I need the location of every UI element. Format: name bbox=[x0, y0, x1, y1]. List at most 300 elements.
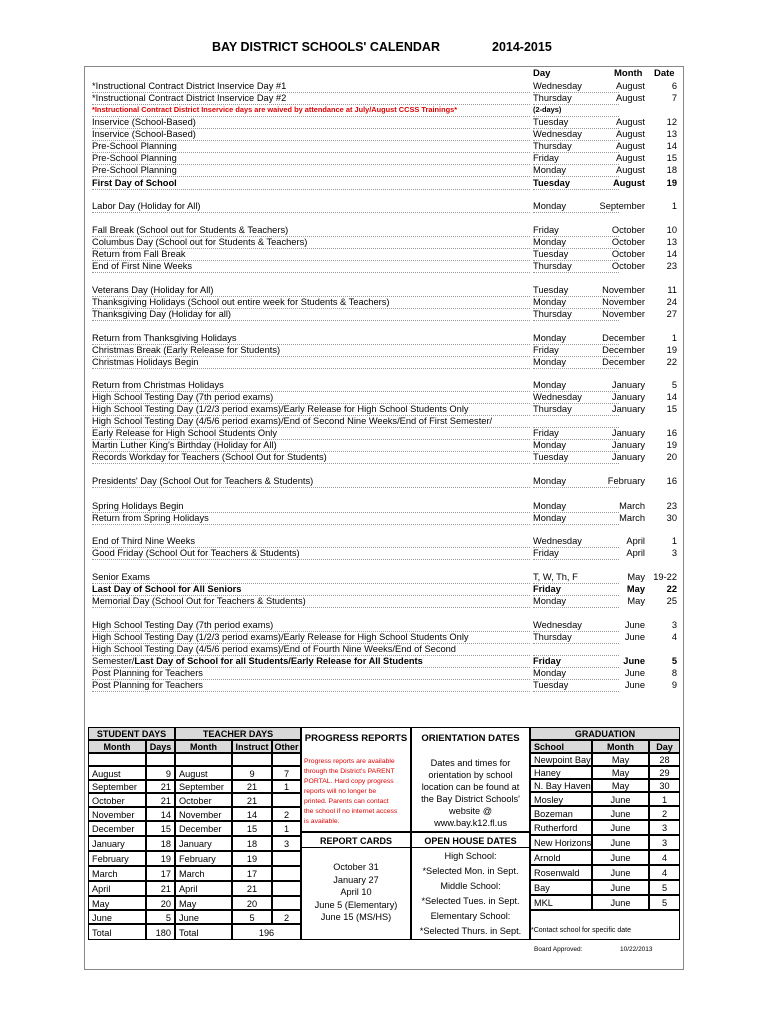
student-days-month: December bbox=[88, 821, 146, 836]
event-month: November bbox=[602, 297, 645, 307]
event-date: 18 bbox=[666, 165, 677, 175]
event-day: Friday bbox=[533, 152, 619, 165]
student-days-month: January bbox=[88, 836, 146, 851]
graduation-school: MKL bbox=[530, 895, 592, 910]
event-text: Return from Christmas Holidays bbox=[92, 379, 530, 392]
event-text: First Day of School bbox=[92, 177, 530, 190]
event-month: June bbox=[624, 668, 645, 678]
event-text: Senior Exams bbox=[92, 571, 530, 584]
event-month: August bbox=[612, 178, 645, 188]
event-text: High School Testing Day (1/2/3 period exams)/Early Release for High School Students Only bbox=[92, 403, 530, 416]
open-house-title: OPEN HOUSE DATES bbox=[411, 834, 530, 848]
event-month: December bbox=[602, 345, 645, 355]
student-days-count: 19 bbox=[146, 851, 175, 866]
graduation-day: 4 bbox=[649, 865, 680, 880]
progress-reports-note bbox=[304, 757, 410, 827]
event-date: 22 bbox=[666, 584, 677, 594]
teacher-days-instruct-header: Instruct bbox=[232, 740, 272, 753]
teacher-days-other: 3 bbox=[272, 836, 301, 851]
event-day: Thursday bbox=[533, 308, 619, 321]
event-date: 1 bbox=[671, 536, 677, 546]
teacher-days-other bbox=[272, 866, 301, 881]
teacher-days-other: 1 bbox=[272, 821, 301, 836]
graduation-day: 3 bbox=[649, 820, 680, 835]
event-day: Thursday bbox=[533, 260, 619, 273]
student-days-days-header: Days bbox=[146, 740, 175, 753]
event-month: May bbox=[627, 572, 645, 582]
event-month: October bbox=[611, 225, 645, 235]
event-date: 10 bbox=[666, 225, 677, 235]
teacher-days-instruct: 21 bbox=[232, 881, 272, 896]
teacher-days-spacer bbox=[232, 753, 272, 766]
teacher-days-month: April bbox=[175, 881, 232, 896]
student-days-spacer bbox=[146, 753, 175, 766]
graduation-school: Newpoint Bay bbox=[530, 753, 592, 766]
open-house-line: High School: bbox=[444, 851, 497, 861]
graduation-school: New Horizons bbox=[530, 835, 592, 850]
event-day: Tuesday bbox=[533, 451, 619, 464]
event-text: Good Friday (School Out for Teachers & Students) bbox=[92, 547, 530, 560]
student-days-month: October bbox=[88, 793, 146, 807]
teacher-days-month-header: Month bbox=[175, 740, 232, 753]
event-day: Thursday bbox=[533, 140, 619, 153]
event-day: Monday bbox=[533, 332, 619, 345]
student-days-count: 5 bbox=[146, 910, 175, 924]
event-day: Monday bbox=[533, 200, 619, 213]
event-day: Monday bbox=[533, 500, 619, 513]
event-text: Pre-School Planning bbox=[92, 164, 530, 177]
orientation-line: www.bay.k12.fl.us bbox=[434, 818, 507, 828]
event-text: Pre-School Planning bbox=[92, 152, 530, 165]
teacher-days-instruct: 21 bbox=[232, 780, 272, 793]
event-day: Monday bbox=[533, 667, 619, 680]
graduation-month: June bbox=[592, 895, 649, 910]
teacher-days-month: January bbox=[175, 836, 232, 851]
teacher-days-instruct: 19 bbox=[232, 851, 272, 866]
graduation-day: 29 bbox=[649, 766, 680, 779]
event-month: April bbox=[626, 548, 645, 558]
event-date: 22 bbox=[666, 357, 677, 367]
event-date: 8 bbox=[671, 668, 677, 678]
event-text: Fall Break (School out for Students & Teachers) bbox=[92, 224, 530, 237]
event-date: 15 bbox=[666, 153, 677, 163]
teacher-days-other: 7 bbox=[272, 766, 301, 780]
event-day: Monday bbox=[533, 439, 619, 452]
event-text: Presidents' Day (School Out for Teachers & Students) bbox=[92, 475, 530, 488]
event-day: Friday bbox=[533, 224, 619, 237]
graduation-month: June bbox=[592, 850, 649, 865]
teacher-days-other bbox=[272, 896, 301, 910]
student-days-month: May bbox=[88, 896, 146, 910]
event-month: March bbox=[619, 501, 645, 511]
teacher-days-total-label: Total bbox=[175, 924, 232, 940]
teacher-days-instruct: 15 bbox=[232, 821, 272, 836]
graduation-school: Bozeman bbox=[530, 806, 592, 820]
event-month: June bbox=[624, 632, 645, 642]
event-date: 30 bbox=[666, 513, 677, 523]
event-day: Friday bbox=[533, 427, 619, 440]
event-text: Thanksgiving Holidays (School out entire week for Students & Teachers) bbox=[92, 296, 530, 309]
teacher-days-other: 2 bbox=[272, 910, 301, 924]
event-day: Monday bbox=[533, 236, 619, 249]
event-day: Monday bbox=[533, 296, 619, 309]
event-month: August bbox=[616, 81, 645, 91]
student-days-spacer bbox=[88, 753, 146, 766]
event-date: 23 bbox=[666, 501, 677, 511]
graduation-day: 28 bbox=[649, 753, 680, 766]
event-text: Christmas Break (Early Release for Students) bbox=[92, 344, 530, 357]
graduation-day: 4 bbox=[649, 850, 680, 865]
student-days-count: 20 bbox=[146, 896, 175, 910]
event-day: Tuesday bbox=[533, 284, 619, 297]
event-month: October bbox=[611, 261, 645, 271]
teacher-days-total: 196 bbox=[232, 924, 301, 940]
event-text: Last Day of School for All Seniors bbox=[92, 583, 530, 596]
event-text: Thanksgiving Day (Holiday for all) bbox=[92, 308, 530, 321]
event-month: December bbox=[602, 333, 645, 343]
event-day: Tuesday bbox=[533, 248, 619, 261]
open-house-line: *Selected Mon. in Sept. bbox=[422, 866, 519, 876]
teacher-days-month: August bbox=[175, 766, 232, 780]
student-days-month-header: Month bbox=[88, 740, 146, 753]
event-date: 16 bbox=[666, 428, 677, 438]
graduation-day: 5 bbox=[649, 895, 680, 910]
event-text: Return from Thanksgiving Holidays bbox=[92, 332, 530, 345]
event-text: Inservice (School-Based) bbox=[92, 116, 530, 129]
event-text: High School Testing Day (7th period exams) bbox=[92, 391, 530, 404]
student-days-count: 18 bbox=[146, 836, 175, 851]
teacher-days-other bbox=[272, 881, 301, 896]
student-days-count: 15 bbox=[146, 821, 175, 836]
graduation-day-header: Day bbox=[649, 740, 680, 753]
event-date: 5 bbox=[671, 380, 677, 390]
event-text-bold: Last Day of School for all Students/Early Release for All Students bbox=[134, 656, 423, 666]
event-text: End of First Nine Weeks bbox=[92, 260, 530, 273]
teacher-days-other: 1 bbox=[272, 780, 301, 793]
graduation-school: Haney bbox=[530, 766, 592, 779]
report-card-date: June 5 (Elementary) bbox=[314, 899, 398, 910]
event-text: High School Testing Day (1/2/3 period exams)/Early Release for High School Students Only bbox=[92, 631, 530, 644]
graduation-school: Rutherford bbox=[530, 820, 592, 835]
event-day: Wednesday bbox=[533, 128, 619, 141]
progress-reports-line: Progress reports are available bbox=[304, 758, 395, 765]
event-month: January bbox=[611, 440, 645, 450]
graduation-month: May bbox=[592, 766, 649, 779]
teacher-days-instruct: 18 bbox=[232, 836, 272, 851]
graduation-school: Arnold bbox=[530, 850, 592, 865]
student-days-month: June bbox=[88, 910, 146, 924]
event-text: Return from Fall Break bbox=[92, 248, 530, 261]
teacher-days-instruct: 20 bbox=[232, 896, 272, 910]
teacher-days-month: December bbox=[175, 821, 232, 836]
event-text: Inservice (School-Based) bbox=[92, 128, 530, 141]
event-month: January bbox=[611, 452, 645, 462]
event-text: Martin Luther King's Birthday (Holiday for All) bbox=[92, 439, 530, 452]
event-date: 27 bbox=[666, 309, 677, 319]
event-day: Tuesday bbox=[533, 679, 619, 692]
progress-reports-line: PORTAL. Hard copy progress bbox=[304, 778, 394, 785]
report-card-date: January 27 bbox=[333, 874, 379, 885]
graduation-title: GRADUATION bbox=[530, 727, 680, 740]
graduation-month: June bbox=[592, 865, 649, 880]
event-text: Early Release for High School Students Only bbox=[92, 427, 530, 440]
student-days-month: September bbox=[88, 780, 146, 793]
event-month: June bbox=[624, 680, 645, 690]
teacher-days-other bbox=[272, 793, 301, 807]
event-date: 7 bbox=[671, 93, 677, 103]
event-text: Return from Spring Holidays bbox=[92, 512, 530, 525]
event-day: Wednesday bbox=[533, 391, 619, 404]
event-day: Monday bbox=[533, 512, 619, 525]
graduation-month: June bbox=[592, 880, 649, 895]
teacher-days-instruct: 9 bbox=[232, 766, 272, 780]
graduation-school: N. Bay Haven bbox=[530, 779, 592, 792]
student-days-total: 180 bbox=[146, 924, 175, 940]
event-text: High School Testing Day (4/5/6 period exams)/End of Second Nine Weeks/End of First Semester/ bbox=[92, 415, 530, 428]
event-text: Columbus Day (School out for Students & Teachers) bbox=[92, 236, 530, 249]
event-date: 23 bbox=[666, 261, 677, 271]
event-month: August bbox=[616, 141, 645, 151]
event-day: Monday bbox=[533, 379, 619, 392]
event-date: 19 bbox=[666, 345, 677, 355]
event-month: August bbox=[616, 117, 645, 127]
event-text: Memorial Day (School Out for Teachers & Students) bbox=[92, 595, 530, 608]
event-month: November bbox=[602, 309, 645, 319]
header-month: Month bbox=[614, 68, 643, 79]
event-text: *Instructional Contract District Inservice days are waived by attendance at July/August CCSS Trainings* bbox=[92, 104, 530, 117]
student-days-month: November bbox=[88, 807, 146, 821]
event-text: Veterans Day (Holiday for All) bbox=[92, 284, 530, 297]
event-day: Tuesday bbox=[533, 177, 619, 190]
open-house-line: Elementary School: bbox=[430, 911, 511, 921]
student-days-month: August bbox=[88, 766, 146, 780]
progress-reports-line: printed. Parents can contact bbox=[304, 798, 389, 805]
event-month: June bbox=[624, 620, 645, 630]
student-days-count: 21 bbox=[146, 780, 175, 793]
event-day: Monday bbox=[533, 164, 619, 177]
event-text-part: Semester/ bbox=[92, 656, 135, 666]
report-card-date: October 31 bbox=[333, 862, 379, 872]
event-month: January bbox=[611, 428, 645, 438]
student-days-month: April bbox=[88, 881, 146, 896]
event-date: 4 bbox=[671, 632, 677, 642]
graduation-month: June bbox=[592, 792, 649, 806]
board-approved-date: 10/22/2013 bbox=[620, 946, 653, 953]
open-house-line: *Selected Thurs. in Sept. bbox=[419, 926, 522, 936]
student-days-count: 14 bbox=[146, 807, 175, 821]
graduation-school-header: School bbox=[530, 740, 592, 753]
event-month: August bbox=[616, 93, 645, 103]
student-days-month: March bbox=[88, 866, 146, 881]
event-day: Monday bbox=[533, 356, 619, 369]
graduation-month: May bbox=[592, 779, 649, 792]
orientation-line: location can be found at bbox=[421, 782, 520, 792]
board-approved-label: Board Approved: bbox=[534, 946, 583, 953]
event-text: *Instructional Contract District Inservice Day #1 bbox=[92, 80, 530, 93]
teacher-days-month: September bbox=[175, 780, 232, 793]
event-date: 19 bbox=[666, 178, 677, 188]
event-date: 25 bbox=[666, 596, 677, 606]
graduation-day: 1 bbox=[649, 792, 680, 806]
event-text: Christmas Holidays Begin bbox=[92, 356, 530, 369]
event-date: 24 bbox=[666, 297, 677, 307]
event-date: 9 bbox=[671, 680, 677, 690]
event-day: Thursday bbox=[533, 92, 619, 105]
teacher-days-month: November bbox=[175, 807, 232, 821]
orientation-line: Dates and times for bbox=[430, 758, 511, 768]
event-text: Records Workday for Teachers (School Out for Students) bbox=[92, 451, 530, 464]
event-date: 5 bbox=[671, 656, 677, 666]
student-days-count: 17 bbox=[146, 866, 175, 881]
title-text: BAY DISTRICT SCHOOLS' CALENDAR bbox=[212, 40, 440, 54]
event-date: 16 bbox=[666, 476, 677, 486]
event-date: 13 bbox=[666, 129, 677, 139]
event-text: Post Planning for Teachers bbox=[92, 679, 530, 692]
event-date: 6 bbox=[671, 81, 677, 91]
teacher-days-title: TEACHER DAYS bbox=[175, 727, 301, 740]
graduation-month: May bbox=[592, 753, 649, 766]
event-month: May bbox=[627, 596, 645, 606]
orientation-line: the Bay District Schools' bbox=[421, 794, 520, 804]
teacher-days-month: February bbox=[175, 851, 232, 866]
event-date: 14 bbox=[666, 249, 677, 259]
event-text: Labor Day (Holiday for All) bbox=[92, 200, 530, 213]
progress-reports-line: reports will no longer be bbox=[304, 788, 377, 795]
graduation-month-header: Month bbox=[592, 740, 649, 753]
event-month: November bbox=[602, 285, 645, 295]
student-days-title: STUDENT DAYS bbox=[88, 727, 175, 740]
event-day: Friday bbox=[533, 344, 619, 357]
graduation-month: June bbox=[592, 835, 649, 850]
graduation-school: Rosenwald bbox=[530, 865, 592, 880]
title-year: 2014-2015 bbox=[492, 40, 552, 54]
event-text: End of Third Nine Weeks bbox=[92, 535, 530, 548]
teacher-days-other bbox=[272, 851, 301, 866]
event-day: Friday bbox=[533, 583, 619, 596]
teacher-days-month: June bbox=[175, 910, 232, 924]
teacher-days-instruct: 17 bbox=[232, 866, 272, 881]
teacher-days-instruct: 5 bbox=[232, 910, 272, 924]
graduation-school: Mosley bbox=[530, 792, 592, 806]
graduation-footnote: *Contact school for specific date bbox=[531, 927, 631, 934]
orientation-line: website @ bbox=[448, 806, 493, 816]
event-date: 1 bbox=[671, 201, 677, 211]
event-day: Wednesday bbox=[533, 619, 619, 632]
event-month: August bbox=[616, 129, 645, 139]
event-date: 15 bbox=[666, 404, 677, 414]
event-date: 3 bbox=[671, 548, 677, 558]
teacher-days-instruct: 14 bbox=[232, 807, 272, 821]
event-month: June bbox=[623, 656, 645, 666]
event-day: Wednesday bbox=[533, 80, 619, 93]
event-month: January bbox=[611, 404, 645, 414]
orientation-title: ORIENTATION DATES bbox=[421, 733, 520, 744]
graduation-school: Bay bbox=[530, 880, 592, 895]
event-month: May bbox=[626, 584, 645, 594]
graduation-day: 5 bbox=[649, 880, 680, 895]
event-date: 13 bbox=[666, 237, 677, 247]
event-text: Pre-School Planning bbox=[92, 140, 530, 153]
student-days-count: 21 bbox=[146, 881, 175, 896]
event-month: March bbox=[619, 513, 645, 523]
header-day: Day bbox=[533, 68, 551, 79]
graduation-month: June bbox=[592, 806, 649, 820]
event-day: Monday bbox=[533, 475, 619, 488]
progress-reports-line: the school if no internet access bbox=[304, 808, 398, 815]
event-date: 1 bbox=[671, 333, 677, 343]
progress-reports-line: through the District's PARENT bbox=[304, 768, 395, 775]
progress-reports-line: is available. bbox=[304, 818, 340, 825]
event-date: 19-22 bbox=[653, 572, 677, 582]
student-days-month: February bbox=[88, 851, 146, 866]
teacher-days-other: 2 bbox=[272, 807, 301, 821]
event-month: October bbox=[611, 249, 645, 259]
event-date: 14 bbox=[666, 392, 677, 402]
event-day: Wednesday bbox=[533, 535, 619, 548]
event-date: 14 bbox=[666, 141, 677, 151]
event-day: T, W, Th, F bbox=[533, 571, 619, 584]
event-date: 11 bbox=[667, 285, 677, 295]
graduation-day: 2 bbox=[649, 806, 680, 820]
event-month: September bbox=[599, 201, 645, 211]
event-day: Thursday bbox=[533, 403, 619, 416]
student-days-count: 21 bbox=[146, 793, 175, 807]
student-days-total-label: Total bbox=[88, 924, 146, 940]
event-month: April bbox=[626, 536, 645, 546]
header-date: Date bbox=[654, 68, 675, 79]
event-day: Tuesday bbox=[533, 116, 619, 129]
progress-reports-title: PROGRESS REPORTS bbox=[304, 733, 408, 744]
event-day: Thursday bbox=[533, 631, 619, 644]
teacher-days-spacer bbox=[272, 753, 301, 766]
event-date: 20 bbox=[666, 452, 677, 462]
student-days-count: 9 bbox=[146, 766, 175, 780]
event-text: Post Planning for Teachers bbox=[92, 667, 530, 680]
teacher-days-instruct: 21 bbox=[232, 793, 272, 807]
event-month: August bbox=[616, 165, 645, 175]
teacher-days-month: October bbox=[175, 793, 232, 807]
teacher-days-other-header: Other bbox=[272, 740, 301, 753]
event-month: February bbox=[607, 476, 645, 486]
report-card-date: April 10 bbox=[340, 887, 372, 897]
event-date: 3 bbox=[671, 620, 677, 630]
teacher-days-spacer bbox=[175, 753, 232, 766]
report-card-date: June 15 (MS/HS) bbox=[320, 912, 392, 922]
event-date: 19 bbox=[666, 440, 677, 450]
event-day: Monday bbox=[533, 595, 619, 608]
event-month: December bbox=[602, 357, 645, 367]
event-date: 12 bbox=[666, 117, 677, 127]
event-day: Friday bbox=[533, 547, 619, 560]
teacher-days-month: May bbox=[175, 896, 232, 910]
report-cards-box bbox=[301, 832, 411, 940]
event-month: January bbox=[611, 380, 645, 390]
open-house-line: *Selected Tues. in Sept. bbox=[421, 896, 520, 906]
event-day: (2-days) bbox=[533, 104, 619, 117]
event-text: Spring Holidays Begin bbox=[92, 500, 530, 513]
report-cards-title: REPORT CARDS bbox=[301, 834, 411, 848]
graduation-month: June bbox=[592, 820, 649, 835]
graduation-footer-box bbox=[530, 910, 680, 940]
orientation-line: orientation by school bbox=[428, 770, 513, 780]
teacher-days-month: March bbox=[175, 866, 232, 881]
event-text: *Instructional Contract District Inservice Day #2 bbox=[92, 92, 530, 105]
graduation-day: 3 bbox=[649, 835, 680, 850]
event-text: High School Testing Day (4/5/6 period exams)/End of Fourth Nine Weeks/End of Second bbox=[92, 643, 530, 656]
open-house-line: Middle School: bbox=[440, 881, 501, 891]
event-month: August bbox=[616, 153, 645, 163]
graduation-day: 30 bbox=[649, 779, 680, 792]
